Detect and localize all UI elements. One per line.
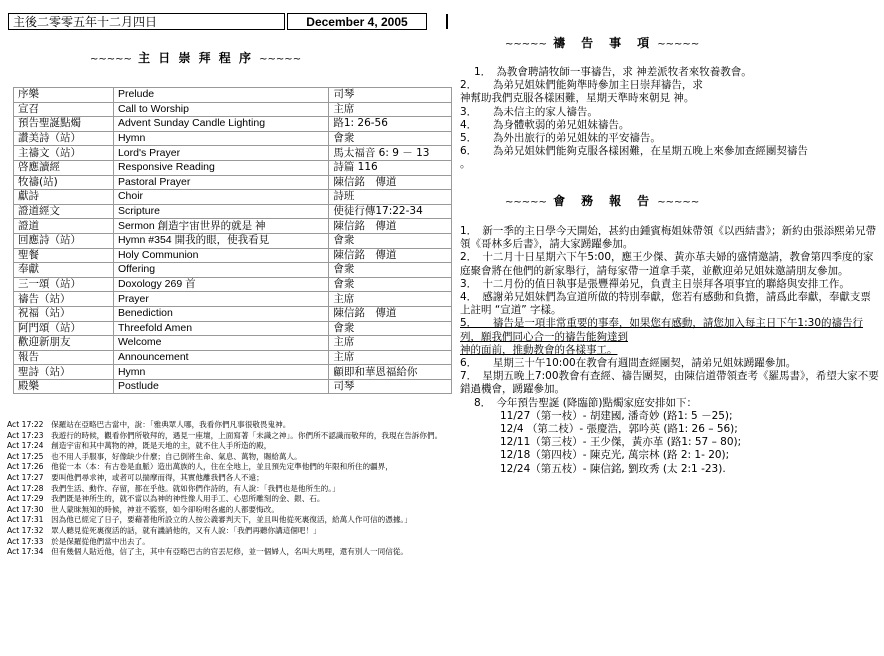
order-item: 聖餐 bbox=[14, 248, 114, 263]
order-person: 馬太福音 6: 9 － 13 bbox=[329, 146, 452, 161]
order-person: 主席 bbox=[329, 350, 452, 365]
order-item: 啓應讀經 bbox=[14, 160, 114, 175]
scripture-verse: Act 17:30 世人蒙昧無知的時候，神並不監察，如今卻吩咐各處的人都要悔改。 bbox=[7, 504, 279, 514]
order-row bbox=[14, 175, 452, 190]
order-item: 三一頌（站） bbox=[14, 277, 114, 292]
prayer-item: 2． 為弟兄姐妹們能夠準時參加主日崇拜禱告，求 bbox=[460, 79, 703, 92]
scripture-verse: Act 17:29 我們既是神所生的，就不當以為神的神性像人用手工、心思所雕刻的金、銀、石。 bbox=[7, 494, 325, 504]
order-item: 牧禱(站) bbox=[14, 175, 114, 190]
prayer-item: 3． 為未信主的家人禱告。 bbox=[460, 105, 598, 118]
order-person: 會衆 bbox=[329, 131, 452, 146]
order-row bbox=[14, 277, 452, 292]
scripture-verse: Act 17:33 於是保羅從他們當中出去了。 bbox=[7, 536, 150, 546]
order-person: 陳信銘 傳道 bbox=[329, 306, 452, 321]
scripture-verse: Act 17:34 但有幾個人貼近他，信了主，其中有亞略巴古的官丟尼修，並一個婦人，名叫大馬哩，還有別人一同信從。 bbox=[7, 547, 409, 557]
order-person: 司琴 bbox=[329, 88, 452, 103]
order-row bbox=[14, 379, 452, 394]
order-row bbox=[14, 102, 452, 117]
ornament-left: ~~~~~ bbox=[505, 39, 547, 50]
order-row bbox=[14, 292, 452, 307]
order-person: 詩篇 116 bbox=[329, 160, 452, 175]
order-content: Benediction bbox=[113, 306, 328, 321]
candle-schedule-item: 12/24（第五枝）- 陳信銘, 劉玫秀 (太 2:1 -23). bbox=[500, 462, 726, 475]
order-item: 阿門頌（站） bbox=[14, 321, 114, 336]
order-of-worship-title bbox=[90, 49, 301, 66]
order-row bbox=[14, 233, 452, 248]
prayer-item: 。 bbox=[460, 158, 471, 171]
announcements-list bbox=[460, 225, 880, 476]
order-row bbox=[14, 204, 452, 219]
order-content: Hymn bbox=[113, 131, 328, 146]
order-row bbox=[14, 117, 452, 132]
order-person: 路1: 26-56 bbox=[329, 117, 452, 132]
order-person: 使徒行傳17:22-34 bbox=[329, 204, 452, 219]
order-item: 奉獻 bbox=[14, 263, 114, 278]
order-row bbox=[14, 306, 452, 321]
order-row bbox=[14, 321, 452, 336]
scripture-passage bbox=[7, 420, 451, 558]
order-person: 詩班 bbox=[329, 190, 452, 205]
order-content: Postlude bbox=[113, 379, 328, 394]
order-item: 聖詩（站） bbox=[14, 365, 114, 380]
order-row bbox=[14, 146, 452, 161]
order-content: Hymn #354 開我的眼，使我看見 bbox=[113, 233, 328, 248]
announcement-item: 4． 感謝弟兄姐妹們為宣道所做的特別奉獻，您若有感動和負擔，請爲此奉獻，奉獻支票上註明 “宣道” 字樣。 bbox=[460, 291, 871, 317]
order-item: 禱告（站） bbox=[14, 292, 114, 307]
order-person: 陳信銘 傳道 bbox=[329, 248, 452, 263]
order-person: 主席 bbox=[329, 292, 452, 307]
announcement-item: 5． 禱告是一項非常重要的事奉，如果您有感動，請您加入每主日下午1:30的禱告行列，願我們同心合一的禱告能夠達到 bbox=[460, 317, 864, 343]
order-item: 主禱文（站） bbox=[14, 146, 114, 161]
announcement-item: 2． 十二月十日星期六下午5:00，應王少傑、黃亦革夫婦的盛情邀請，教會第四季度的家庭聚會將在他們的新家舉行，請每家帶一道拿手菜，並歡迎弟兄姐妹邀請朋友參加。 bbox=[460, 251, 874, 277]
order-row bbox=[14, 88, 452, 103]
order-item: 殿樂 bbox=[14, 379, 114, 394]
order-item: 證道經文 bbox=[14, 204, 114, 219]
ornament-right: ~~~~~ bbox=[657, 197, 700, 208]
order-row bbox=[14, 131, 452, 146]
order-content: Responsive Reading bbox=[113, 160, 328, 175]
order-person: 會衆 bbox=[329, 277, 452, 292]
date-english: December 4, 2005 bbox=[287, 13, 427, 30]
order-content: Pastoral Prayer bbox=[113, 175, 328, 190]
order-content: Choir bbox=[113, 190, 328, 205]
ornament-left: ~~~~~ bbox=[505, 197, 547, 208]
announcement-item: 8． 今年預告聖誕 (降臨節)點燭家庭安排如下： bbox=[474, 396, 697, 409]
order-row bbox=[14, 190, 452, 205]
announcement-item: 1． 新一季的主日學今天開始，甚約由鍾賓梅姐妹帶領《以西結書》；新約由張添熙弟兄帶領《哥林多后書》，請大家踴躍參加。 bbox=[460, 225, 877, 251]
scripture-verse: Act 17:26 他從一本（本：有古卷是血脈）造出萬族的人，住在全地上，並且預先定準他們的年限和所住的疆界， bbox=[7, 462, 393, 472]
announcements-title bbox=[505, 192, 699, 209]
candle-schedule-item: 11/27（第一枝）- 胡建國, 潘奇妙 (路1: 5 －25); bbox=[500, 409, 733, 422]
order-content: Announcement bbox=[113, 350, 328, 365]
order-item: 獻詩 bbox=[14, 190, 114, 205]
order-item: 宣召 bbox=[14, 102, 114, 117]
announcement-item: 7． 星期五晚上7:00教會有查經、禱告團契，由陳信道帶領查考《羅馬書》，希望大家不要錯過機會，踴躍參加。 bbox=[460, 370, 879, 396]
order-row bbox=[14, 336, 452, 351]
prayer-items-list bbox=[460, 66, 880, 172]
date-chinese: 主後二零零五年十二月四日 bbox=[8, 13, 285, 30]
scripture-verse: Act 17:27 要叫他們尋求神，或者可以揣摩而得，其實他離我們各人不遠； bbox=[7, 472, 264, 482]
order-content: Doxology 269 首 bbox=[113, 277, 328, 292]
order-person: 會衆 bbox=[329, 233, 452, 248]
order-person: 主席 bbox=[329, 102, 452, 117]
ornament-right: ~~~~~ bbox=[259, 54, 302, 65]
prayer-items-title bbox=[505, 34, 699, 51]
order-person: 會衆 bbox=[329, 321, 452, 336]
candle-schedule-item: 12/18（第四枝）- 陳克光, 萬宗林 (路 2: 1- 20); bbox=[500, 449, 730, 462]
order-person: 陳信銘 傳道 bbox=[329, 219, 452, 234]
order-content: Welcome bbox=[113, 336, 328, 351]
order-content: Holy Communion bbox=[113, 248, 328, 263]
order-title-text: 主 日 崇 拜 程 序 bbox=[138, 51, 253, 65]
order-item: 讚美詩（站） bbox=[14, 131, 114, 146]
scripture-verse: Act 17:23 我遊行的時候，觀看你們所敬拜的，遇見一座壇，上面寫著「未識之神」。你們所不認識而敬拜的，我現在告訴你們。 bbox=[7, 430, 443, 440]
prayer-item: 1． 為教會聘請牧師一事禱告，求 神差派牧者來牧養教會。 bbox=[474, 66, 752, 78]
ornament-right: ~~~~~ bbox=[657, 39, 700, 50]
order-content: Call to Worship bbox=[113, 102, 328, 117]
announcement-item: 6． 星期三十午10:00在教會有週間查經團契，請弟兄姐妹踴躍參加。 bbox=[460, 357, 797, 370]
order-person: 顧即和華恩福給你 bbox=[329, 365, 452, 380]
order-row bbox=[14, 365, 452, 380]
order-content: Sermon 創造宇宙世界的就是 神 bbox=[113, 219, 328, 234]
order-item: 證道 bbox=[14, 219, 114, 234]
order-content: Hymn bbox=[113, 365, 328, 380]
order-content: Advent Sunday Candle Lighting bbox=[113, 117, 328, 132]
prayer-item: 5． 為外出旅行的弟兄姐妹的平安禱告。 bbox=[460, 132, 661, 145]
order-person: 司琴 bbox=[329, 379, 452, 394]
order-content: Prelude bbox=[113, 88, 328, 103]
order-content: Threefold Amen bbox=[113, 321, 328, 336]
scripture-verse: Act 17:28 我們生活、動作、存留，都在乎他。就如你們作詩的，有人說：「我們也是他所生的。」 bbox=[7, 483, 340, 493]
announcement-item: 神的面前，推動教會的各樣事工。 bbox=[460, 343, 618, 356]
scripture-verse: Act 17:22 保羅站在亞略巴古當中，說：「雅典眾人哪，我看你們凡事很敬畏鬼神。 bbox=[7, 420, 291, 429]
order-person: 主席 bbox=[329, 336, 452, 351]
prayer-item: 4． 為身體軟弱的弟兄姐妹禱告。 bbox=[460, 118, 630, 131]
order-item: 祝福（站） bbox=[14, 306, 114, 321]
scripture-verse: Act 17:32 眾人聽見從死裏復活的話，就有譏誚他的，又有人說：「我們再聽你講這個吧！」 bbox=[7, 525, 321, 535]
order-content: Lord's Prayer bbox=[113, 146, 328, 161]
order-content: Scripture bbox=[113, 204, 328, 219]
order-content: Offering bbox=[113, 263, 328, 278]
order-of-worship-table bbox=[13, 87, 452, 394]
order-row bbox=[14, 350, 452, 365]
scripture-verse: Act 17:24 創造宇宙和其中萬物的神，既是天地的主，就不住人手所造的殿， bbox=[7, 441, 272, 451]
order-item: 歡迎新朋友 bbox=[14, 336, 114, 351]
candle-schedule-item: 12/11（第三枝）- 王少傑，黃亦革 (路1: 57 – 80); bbox=[500, 436, 742, 449]
order-item: 預告聖誕點燭 bbox=[14, 117, 114, 132]
prayer-item: 6． 為弟兄姐妹們能夠克服各樣困難，在星期五晚上來參加查經團契禱告 bbox=[460, 145, 808, 158]
prayer-item: 神幫助我們克服各樣困難，星期天準時來朝見 神。 bbox=[460, 92, 695, 105]
order-content: Prayer bbox=[113, 292, 328, 307]
ornament-left: ~~~~~ bbox=[90, 54, 132, 65]
order-row bbox=[14, 160, 452, 175]
scripture-verse: Act 17:31 因為他已經定了日子，要藉著他所設立的人按公義審判天下，並且叫他從死裏復活，給萬人作可信的憑據。」 bbox=[7, 515, 412, 525]
prayer-title-text: 禱 告 事 項 bbox=[553, 36, 652, 50]
candle-schedule-item: 12/4 （第二枝）- 張慶浩，郭吟英 (路1: 26 – 56); bbox=[500, 423, 738, 436]
announcement-item: 3． 十二月份的值日執事是張豐禪弟兄，負責主日崇拜各項事宜的聯絡與安排工作。 bbox=[460, 277, 850, 290]
order-person: 會衆 bbox=[329, 263, 452, 278]
text-cursor bbox=[446, 14, 448, 29]
order-row bbox=[14, 219, 452, 234]
order-row bbox=[14, 248, 452, 263]
order-item: 報告 bbox=[14, 350, 114, 365]
announcements-title-text: 會 務 報 告 bbox=[553, 194, 652, 208]
order-person: 陳信銘 傳道 bbox=[329, 175, 452, 190]
scripture-verse: Act 17:25 也不用人手服事，好像缺少什麼；自己倒將生命、氣息、萬物，賜給萬人。 bbox=[7, 451, 302, 461]
order-item: 回應詩（站） bbox=[14, 233, 114, 248]
order-row bbox=[14, 263, 452, 278]
order-item: 序樂 bbox=[14, 88, 114, 103]
